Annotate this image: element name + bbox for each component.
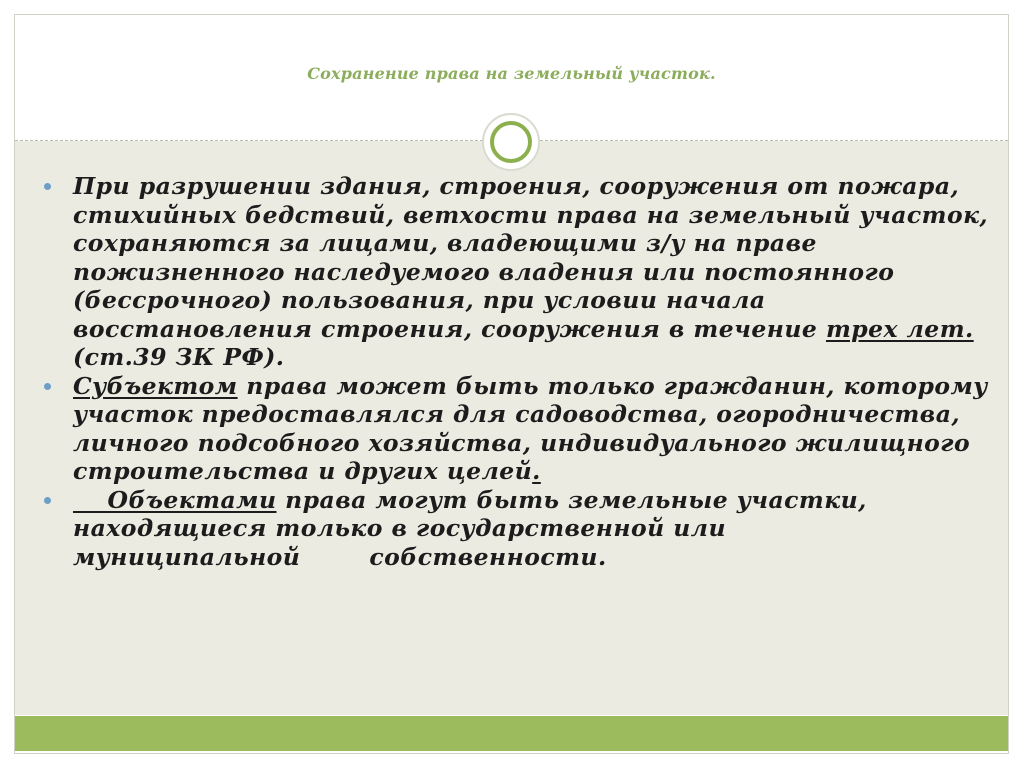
bullet-text-line1: права могут быть земельные участки, (276, 485, 867, 514)
bullet-dot-icon (44, 497, 51, 504)
bullet-item-object (44, 486, 994, 572)
bullet-text-line2: находящиеся только в государственной или (73, 514, 726, 542)
bullet-text-reference: (ст.39 ЗК РФ). (73, 343, 285, 371)
bullet-underlined-term: Объектами (73, 485, 277, 514)
bullet-underlined-period: . (532, 457, 541, 485)
circle-ornament-icon (482, 113, 540, 171)
slide-title: Сохранение права на земельный участок. (307, 64, 716, 83)
bullet-text: При разрушении здания, строения, сооружения от пожара, стихийных бедствий, ветхости права на земельный участок, сохраняются за лицами, владеющими з/у на праве пожизненного наследуемого владения или постоянного (бессрочного) пользования, при условии начала восстановления строения, сооружения в течение (73, 172, 989, 343)
bullet-dot-icon (44, 383, 51, 390)
bullet-item-preservation (44, 172, 994, 372)
ring-icon (490, 121, 532, 163)
bullet-text: права может быть только гражданин, которому участок предоставлялся для садоводства, огородничества, личного подсобного хозяйства, индивидуального жилищного строительства и других целей (73, 371, 988, 485)
bullet-underlined-term: трех лет. (825, 314, 974, 343)
bullet-text-line3: муниципальной собственности. (73, 542, 607, 571)
bullet-underlined-term: Субъектом (73, 371, 238, 400)
bottom-accent-bar (15, 716, 1008, 751)
bullet-list (44, 172, 994, 571)
bullet-dot-icon (44, 183, 51, 190)
bullet-item-subject (44, 372, 994, 486)
